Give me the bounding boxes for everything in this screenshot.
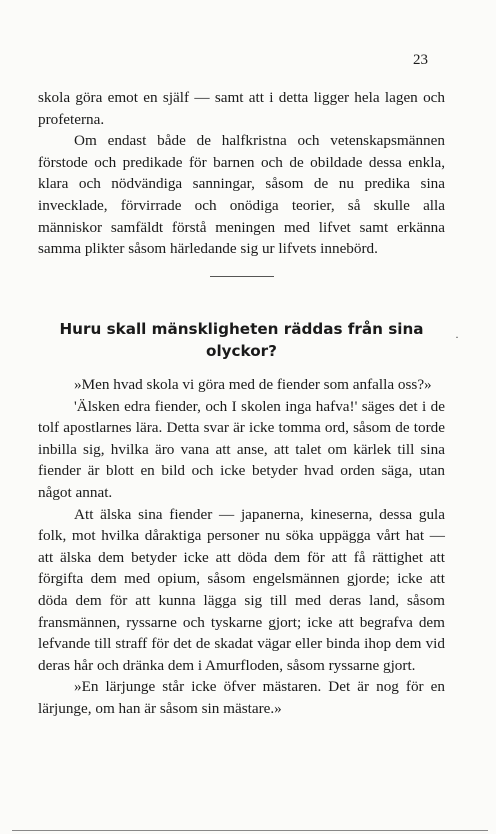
paragraph: Att älska sina fiender — japanerna, kineserna, dessa gula folk, mot hvilka dåraktiga personer nu söka uppägga vårt hat — att älska dem betyder icke att döda dem för att få rättighet att förgifta dem med opium, såsom engelsmännen gjorde; icke att döda dem för att kunna lägga sig till med deras land, såsom fransmännen, ryssarne och tyskarne gjort; icke att begrafva dem lefvande till straff för det de skadat vägar eller binda ihop dem vid deras hår och dränka dem i Amurfloden, såsom ryssarne gjort. bbox=[38, 505, 445, 674]
top-text-block bbox=[38, 87, 445, 260]
page-edge-rule bbox=[12, 830, 488, 831]
paragraph: »Men hvad skola vi göra med de fiender som anfalla oss?» bbox=[74, 376, 432, 393]
section-heading: Huru skall mänskligheten räddas från sina olyckor? bbox=[59, 320, 424, 360]
paragraph: 'Älsken edra fiender, och I skolen inga hafva!' säges det i de tolf apostlarnes lära. Detta svar är icke tomma ord, såsom de torde inbilla sig, hvilka äro vana att anse, att talet om kärlek till sina fiender är blott en bild och icke betyder hvad orden säga, utan något annat. bbox=[38, 397, 445, 501]
section-divider bbox=[210, 276, 274, 277]
bottom-text-block bbox=[38, 374, 445, 720]
page-number: 23 bbox=[413, 52, 428, 68]
paragraph: »En lärjunge står icke öfver mästaren. Det är nog för en lärjunge, om han är såsom sin mästare.» bbox=[38, 678, 445, 717]
margin-mark: · bbox=[455, 330, 459, 344]
paragraph: Om endast både de halfkristna och vetenskapsmännen förstode och predikade för barnen och de obildade dessa enkla, klara och nödvändiga sanningar, såsom de nu predika sina invecklade, förvirrade och onödiga teorier, så skulle alla människor samfäldt förstå meningen med lifvet samt erkänna samma plikter såsom härledande sig ur lifvets innebörd. bbox=[38, 132, 445, 258]
paragraph-continuation: skola göra emot en själf — samt att i detta ligger hela lagen och profeterna. bbox=[38, 89, 445, 128]
